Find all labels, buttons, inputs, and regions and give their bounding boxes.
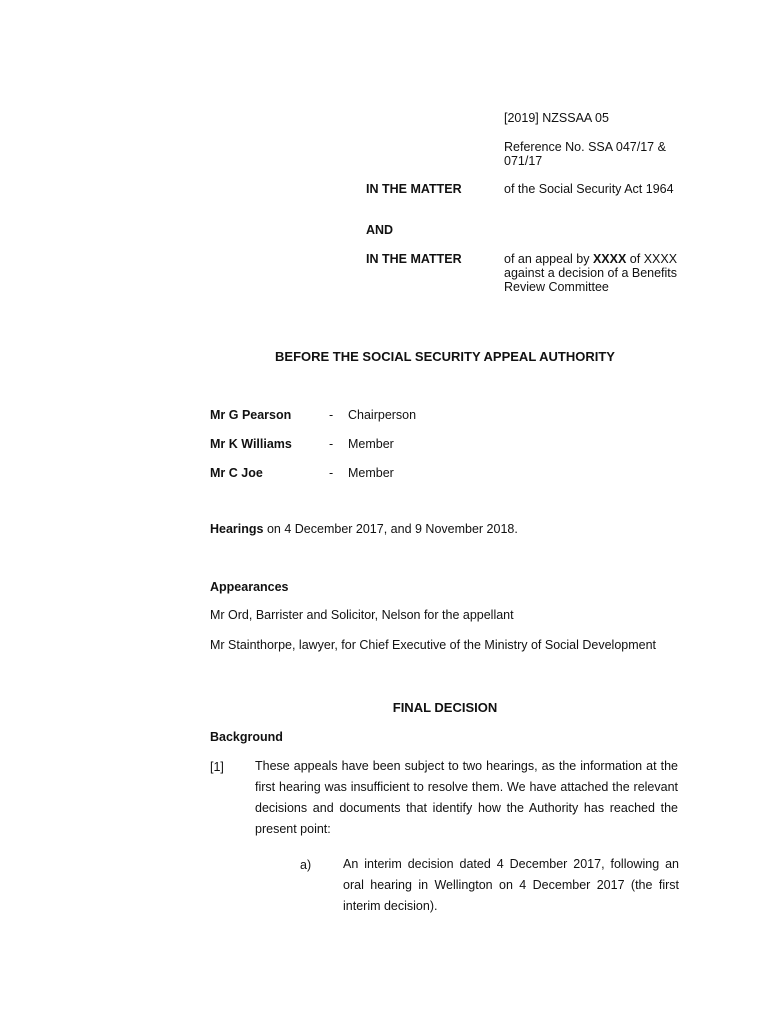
member-name: Mr C Joe: [210, 466, 263, 480]
paragraph-number: [1]: [210, 760, 224, 774]
sub-item-marker: a): [300, 858, 312, 872]
appearance-line: Mr Stainthorpe, lawyer, for Chief Executive of the Ministry of Social Development: [210, 638, 657, 652]
case-citation: [2019] NZSSAA 05: [504, 111, 609, 125]
sub-item-text: An interim decision dated 4 December 2017, following an oral hearing in Wellington on 4 December 2017 (the first interim decision).: [343, 857, 679, 913]
background-heading: Background: [210, 730, 283, 744]
matter-text-first: of the Social Security Act 1964: [504, 182, 674, 196]
member-role: Member: [348, 466, 394, 480]
matter-label-first: IN THE MATTER: [366, 182, 462, 196]
matter-text-prefix: of an appeal by: [504, 252, 593, 266]
reference-number: Reference No. SSA 047/17 & 071/17: [504, 140, 666, 168]
member-role: Member: [348, 437, 394, 451]
matter-label-second: IN THE MATTER: [366, 252, 462, 266]
appearances-heading: Appearances: [210, 580, 289, 594]
hearings-text: on 4 December 2017, and 9 November 2018.: [263, 522, 518, 536]
matter-text-suffix: of XXXX against a decision of a Benefits Review Committee: [504, 252, 678, 294]
final-decision-heading: FINAL DECISION: [392, 700, 498, 715]
matter-text-second: [504, 252, 684, 294]
hearings-line: [210, 522, 518, 536]
and-label: AND: [366, 223, 394, 237]
member-dash: -: [329, 437, 334, 451]
member-name: Mr K Williams: [210, 437, 292, 451]
member-role: Chairperson: [348, 408, 417, 422]
authority-heading: BEFORE THE SOCIAL SECURITY APPEAL AUTHORITY: [275, 349, 615, 364]
appearance-line: Mr Ord, Barrister and Solicitor, Nelson for the appellant: [210, 608, 514, 622]
paragraph-text: These appeals have been subject to two hearings, as the information at the first hearing was insufficient to resolve them. We have attached the relevant decisions and documents that identify how the Authority has reached the present point:: [255, 759, 678, 836]
member-name: Mr G Pearson: [210, 408, 292, 422]
hearings-label: Hearings: [210, 522, 264, 536]
member-dash: -: [329, 408, 334, 422]
member-dash: -: [329, 466, 334, 480]
appellant-name: XXXX: [592, 252, 627, 266]
